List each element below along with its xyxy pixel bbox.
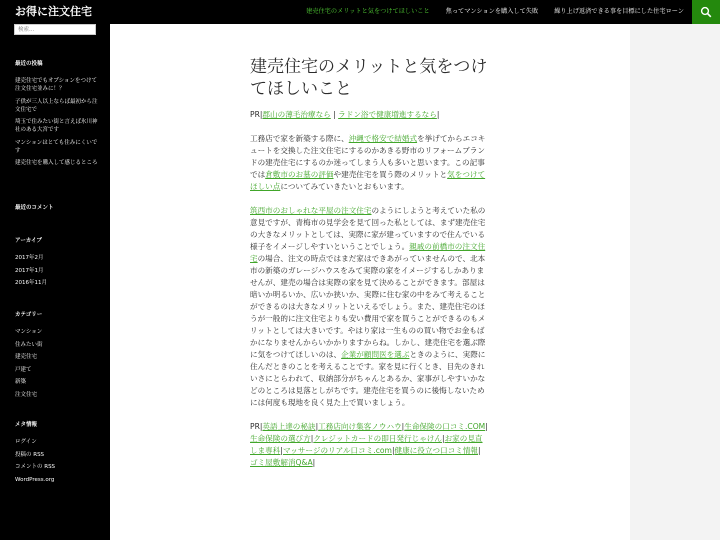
- pr-link[interactable]: ラドン浴で健康増進するなら: [338, 110, 437, 119]
- body-text: ときのように、実際に住んだときのことを考えることです。家を見に行くとき、目先のきれいさにとらわれて、収納部分がちゃんとあるか、家事がしやすいかなどのところは見落としがちです。建売住宅を買うのに後悔しないためには何度も現地を良く見た上で買いましょう。: [250, 350, 486, 407]
- primary-navigation: [298, 0, 692, 24]
- site-header: [0, 0, 720, 24]
- widget-title-recent-comments: 最近のコメント: [15, 205, 54, 211]
- sidebar: [0, 24, 110, 540]
- pr-separator: |: [330, 110, 339, 119]
- pr-paragraph: [250, 109, 488, 121]
- category-item[interactable]: 注文住宅: [15, 391, 38, 398]
- widget-title-recent-posts: 最近の投稿: [15, 61, 43, 67]
- body-text: の場合、注文の時点ではまだ家はできあがっていませんので、北本市の新築のガレージハウスをみて実際の家をイメージするしかありませんが、建売の場合は実際の家を見て決めることができます。部屋は暗いか明るいか、広いか狭いか、実際に住む家の中をみて考えることができるのは大きなメリットといえるでしょう。また、建売住宅のほうが一般的に注文住宅よりも安い費用で家を買うことができるのもメリットとしては大きいです。やはり家は一生ものの買い物でお金もばかになりませんからいかかりますからね。しかし、建売住宅を選ぶ際に気をつけてほしいのは、: [250, 254, 486, 359]
- search-icon: [700, 6, 712, 18]
- archive-item[interactable]: 2016年11月: [15, 280, 47, 286]
- widget-title-meta: メタ情報: [15, 422, 38, 428]
- body-text: を挙げてからエコキュートを交換した注文住宅にするのかあきる野市のリフォームブランドの建売住宅にするのか迷ってしまう人も多いと思います。この記事では: [250, 134, 486, 179]
- body-paragraph-2: [250, 205, 488, 409]
- body-text: のようにしようと考えていた私の意見ですが、青梅市の見学会を見て回った私としては、まず建売住宅の大きなメリットとしては、実際に家が建っていますので住んでいる様子をイメージしやすいということでしょう。: [250, 206, 486, 251]
- widget-title-categories: カテゴリー: [15, 312, 43, 318]
- widget-title-archives: アーカイブ: [15, 238, 42, 244]
- widget-archives: [15, 237, 100, 292]
- footer-link[interactable]: 生命保険の口コミ.COM: [404, 422, 486, 431]
- meta-item-wordpress-org[interactable]: WordPress.org: [15, 476, 55, 483]
- nav-item-housing-loan[interactable]: 繰り上げ返済できる事を目標にした住宅ローン: [554, 8, 684, 15]
- sidebar-search-input[interactable]: [14, 24, 96, 35]
- category-item[interactable]: 新築: [15, 379, 27, 385]
- pr-label: PR|: [250, 110, 263, 119]
- recent-post-item[interactable]: 建売住宅を購入して感じるところ: [15, 160, 98, 166]
- nav-item-tateuri-merit[interactable]: 建売住宅のメリットと気をつけてほしいこと: [306, 8, 430, 15]
- inline-link[interactable]: 倉敷市のお墓の評価: [265, 170, 334, 179]
- meta-item-login[interactable]: ログイン: [15, 439, 37, 445]
- inline-link[interactable]: 企業が顧問医を選ぶ: [341, 350, 410, 359]
- main-content: [250, 56, 488, 481]
- category-item[interactable]: 住みたい街: [15, 341, 43, 348]
- recent-post-item[interactable]: 子供が三人以上ならば最初から注文住宅で: [15, 98, 98, 113]
- widget-meta: [15, 421, 100, 488]
- meta-item-comments-rss[interactable]: コメントの RSS: [15, 464, 56, 470]
- footer-link[interactable]: ゴミ屋敷解消Q&A: [250, 458, 313, 467]
- entry-title: 建売住宅のメリットと気をつけてほしいこと: [250, 57, 488, 99]
- footer-link[interactable]: クレジットカードの即日発行じゃけん: [313, 434, 442, 443]
- archive-item[interactable]: 2017年2月: [15, 255, 44, 261]
- footer-link[interactable]: マッサージのリアル口コミ.com: [282, 446, 392, 455]
- footer-link[interactable]: 健康に役立つ口コミ情報: [394, 446, 479, 455]
- inline-link[interactable]: 筑西市のおしゃれな平屋の注文住宅: [250, 206, 372, 215]
- widget-recent-posts: [15, 60, 100, 172]
- footer-link[interactable]: 英語上達の秘訣: [262, 422, 316, 431]
- recent-post-item[interactable]: 建売住宅でもオプションをつけて注文住宅並みに！？: [15, 78, 98, 92]
- footer-link[interactable]: お家の見直しま専科: [250, 434, 483, 455]
- inline-link[interactable]: 沖縄で格安で結婚式: [348, 134, 418, 143]
- footer-link[interactable]: 生命保険の選び方: [250, 434, 311, 443]
- site-title[interactable]: お得に注文住宅: [15, 5, 92, 18]
- nav-item-mansion-failure[interactable]: 焦ってマンションを購入して失敗: [445, 8, 539, 15]
- footer-link[interactable]: 工務店向け集客ノウハウ: [318, 422, 402, 431]
- body-text: についてみていきたいとおもいます。: [280, 182, 409, 191]
- search-toggle-button[interactable]: [692, 0, 720, 24]
- right-sidebar-area: [630, 24, 720, 540]
- pr-end: |: [436, 110, 440, 119]
- widget-recent-comments: [15, 204, 100, 212]
- body-paragraph-1: [250, 133, 488, 193]
- widget-categories: [15, 311, 100, 403]
- recent-post-item[interactable]: 埼玉で住みたい街と言えば氷川神社のある大宮です: [15, 119, 98, 133]
- entry-content: [250, 109, 488, 469]
- meta-item-entries-rss[interactable]: 投稿の RSS: [15, 451, 45, 458]
- link-list-paragraph: PR|英語上達の秘訣|工務店向け集客ノウハウ|生命保険の口コミ.COM|生命保険の選び方|クレジットカードの即日発行じゃけん|お家の見直しま専科|マッサージのリアル口コミ.com|健康に役立つ口コミ情報|ゴミ屋敷解消Q&A|: [250, 422, 488, 467]
- category-item[interactable]: マンション: [15, 329, 43, 335]
- pr-link[interactable]: 郡山の薄毛治療なら: [262, 110, 331, 119]
- category-item[interactable]: 戸建て: [15, 366, 32, 373]
- body-text: 工務店で家を新築する際に、: [250, 134, 349, 143]
- category-item[interactable]: 建売住宅: [15, 354, 38, 360]
- inline-link[interactable]: 気をつけてほしい点: [250, 170, 486, 191]
- links-pr-label: PR|: [250, 422, 263, 431]
- body-text: や建売住宅を買う際のメリットと: [333, 170, 448, 179]
- recent-post-item[interactable]: マンションはとても住みにくいです: [15, 139, 98, 154]
- archive-item[interactable]: 2017年1月: [15, 267, 44, 274]
- inline-link[interactable]: 親戚の前橋市の注文住宅: [250, 242, 486, 263]
